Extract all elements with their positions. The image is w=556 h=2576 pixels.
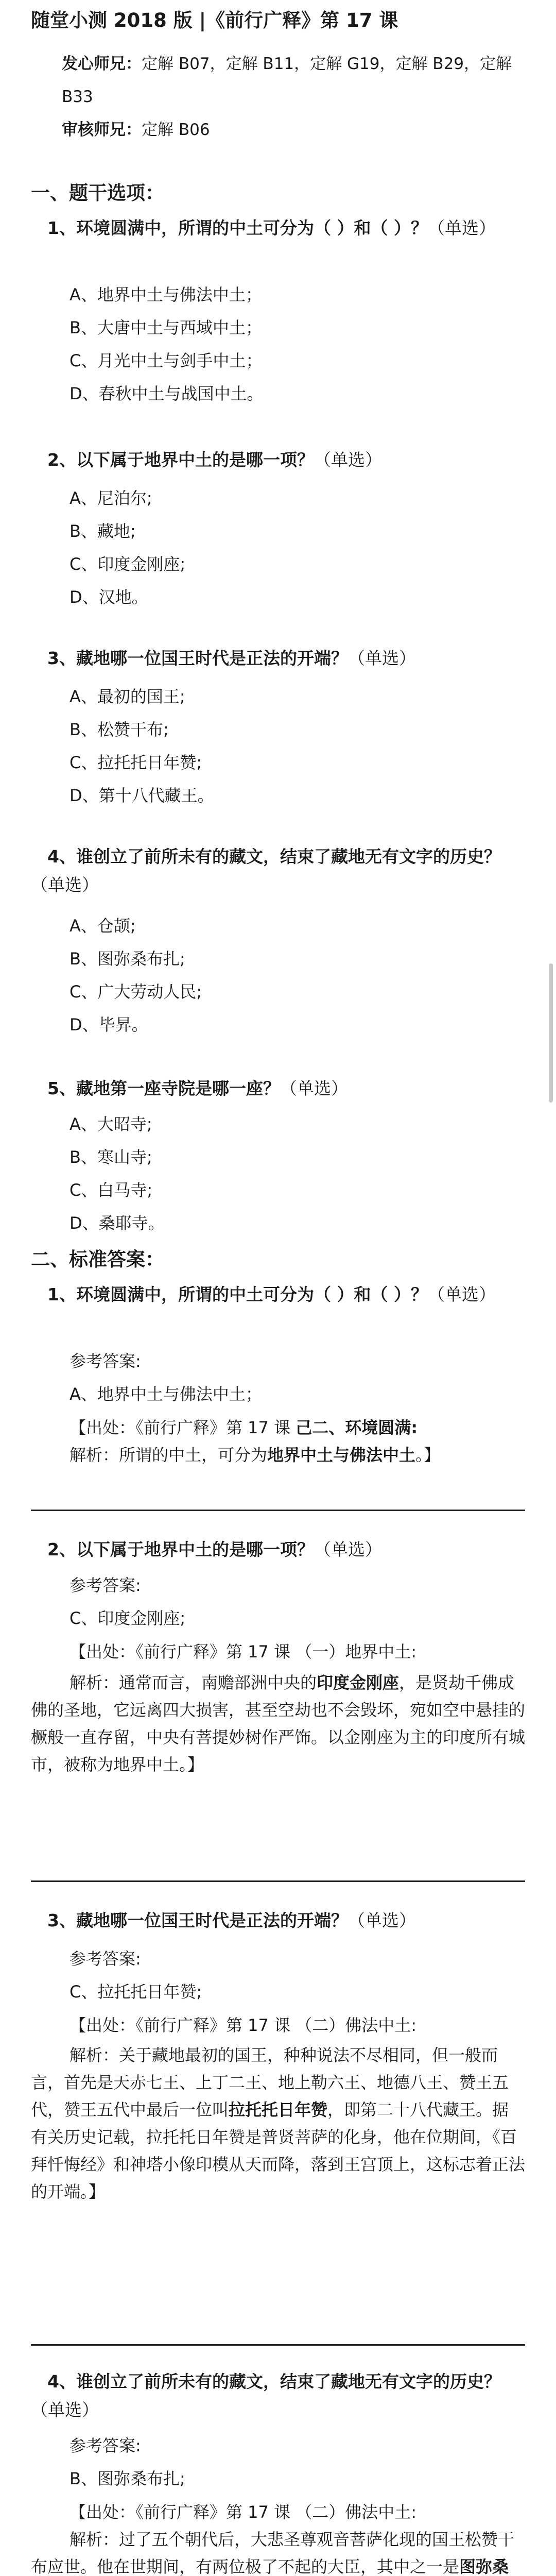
option-item[interactable]: A、仓颉; [70,916,136,936]
explanation-text: ，即第二十八代藏王。据有关历史记载，拉托托日年赞是普贤菩萨的化身，他在位期间，《百拜忏悔经》和神塔小像印模从天而降，落到王宫顶上，这标志着正法的开端。】 [31,2100,526,2201]
option-item[interactable]: D、毕昇。 [70,1015,148,1035]
answer-source: 【出处：《前行广释》第 17 课 （二）佛法中土: [70,2502,417,2522]
question-stem [31,214,525,242]
answer-source [31,1414,525,1442]
answer-block [31,2429,525,2495]
option-item[interactable]: A、最初的国王; [70,687,185,706]
stem-text: 2、以下属于地界中土的是哪一项？ [47,450,314,470]
question-type: （单选） [280,1078,348,1098]
explanation-text: ，是贤劫千佛成佛的圣地，它远离四大损害，甚至空劫也不会毁坏，宛如空中悬挂的橛般一直存留，中央有菩提妙树作严饰。以金刚座为主的印度所有城市，被称为地界中土。】 [31,1673,526,1774]
stem-text: 4、谁创立了前所未有的藏文，结束了藏地无有文字的历史？ [47,846,501,867]
source-section: 己二、环境圆满 [296,1418,411,1437]
answer-question-stem [31,2367,525,2424]
stem-text: 1、环境圆满中，所谓的中土可分为（ ）和（ ）？ [47,1284,428,1304]
answer-block [31,1345,525,1411]
explanation-text: 解析：过了五个朝代后，大悲圣尊观音菩萨化现的国王松赞干布应世。他在世期间，有两位极了不起的大臣，其中之一是 [31,2530,515,2576]
answer-explanation [31,2526,525,2576]
option-item[interactable]: C、拉托托日年赞; [70,753,202,772]
answer-explanation [31,2042,525,2206]
reference-answer-label: 参考答案: [70,2436,141,2455]
option-item[interactable]: B、图弥桑布扎; [70,949,185,969]
question-type: （单选） [348,648,416,668]
answer-question-stem [31,1280,525,1309]
section-heading-answers: 二、标准答案： [31,1248,164,1270]
question-type: （单选） [427,218,496,238]
option-item[interactable]: D、桑耶寺。 [70,1213,165,1233]
answer-block [31,1942,525,2008]
explanation-text: 解析：关于藏地最初的国王，种种说法不尽相同，但一般而言，首先是天赤七王、上丁二王、地上勒六王、地德八王、赞王五代，赞王五代中最后一位叫 [31,2045,509,2120]
source-suffix: : [411,1418,418,1437]
explanation-highlight: 拉托托日年赞 [229,2100,328,2120]
meta-block [31,47,525,146]
question-stem [31,446,525,474]
question-type: （单选） [348,1910,416,1930]
answer-explanation [31,1442,525,1469]
stem-text: 2、以下属于地界中土的是哪一项？ [47,1539,314,1560]
option-list [31,909,525,1041]
stem-text: 1、环境圆满中，所谓的中土可分为（ ）和（ ）？ [47,218,428,238]
graders-line [31,47,525,113]
option-item[interactable]: A、尼泊尔; [70,488,152,508]
reference-answer: C、拉托托日年赞; [70,1982,202,2002]
option-list [31,680,525,812]
option-item[interactable]: B、大唐中土与西域中土； [70,318,262,337]
section-heading-questions: 一、题干选项： [31,182,164,204]
question-type: （单选） [427,1284,496,1304]
reference-answer: C、印度金刚座; [70,1608,186,1628]
option-item[interactable]: C、印度金刚座; [70,554,186,574]
explanation-text: 解析：通常而言，南赡部洲中央的 [70,1673,317,1692]
reference-answer-label: 参考答案: [70,1949,141,1969]
explanation-highlight: 印度金刚座 [317,1673,399,1692]
question-type: （单选） [31,875,99,895]
answer-explanation [31,1669,525,1778]
reviewer-label: 审核师兄： [62,121,142,139]
option-item[interactable]: D、春秋中土与战国中土。 [70,384,264,403]
option-list [31,278,525,410]
answer-question-stem [31,1906,525,1935]
explanation-text: 解析：所谓的中土，可分为 [70,1445,268,1465]
divider [31,1510,525,1511]
option-list [31,482,525,614]
answer-question-stem [31,1535,525,1564]
graders-value: 定解 B07，定解 B11，定解 G19，定解 B29，定解 B33 [62,55,512,106]
answer-source: 【出处：《前行广释》第 17 课 （二）佛法中土: [70,2015,417,2035]
source-prefix: 【出处：《前行广释》第 17 课 [70,1418,296,1437]
divider [31,2344,525,2346]
stem-text: 3、藏地哪一位国王时代是正法的开端？ [47,648,348,668]
explanation-highlight: 地界中土与佛法中土 [267,1445,416,1465]
option-item[interactable]: B、寒山寺; [70,1147,152,1167]
question-stem [31,842,525,899]
question-stem [31,1074,525,1103]
page-title: 随堂小测 2018 版 |《前行广释》第 17 课 [31,9,398,31]
question-type: （单选） [31,2400,99,2420]
option-list [31,1108,525,1240]
graders-label: 发心师兄： [62,55,142,73]
option-item[interactable]: B、藏地; [70,521,136,541]
option-item[interactable]: C、月光中土与剑手中土； [70,351,263,370]
stem-text: 5、藏地第一座寺院是哪一座？ [47,1078,280,1098]
option-item[interactable]: B、松赞干布; [70,720,169,739]
reference-answer-label: 参考答案: [70,1575,141,1595]
divider [31,1880,525,1882]
answer-block [31,1569,525,1635]
reviewer-value: 定解 B06 [142,121,210,139]
question-type: （单选） [314,1539,382,1560]
reference-answer: B、图弥桑布扎; [70,2469,185,2488]
question-stem [31,644,525,672]
option-item[interactable]: A、大昭寺; [70,1114,152,1134]
stem-text: 3、藏地哪一位国王时代是正法的开端？ [47,1910,348,1930]
answer-source: 【出处：《前行广释》第 17 课 （一）地界中土: [70,1642,417,1662]
stem-text: 4、谁创立了前所未有的藏文，结束了藏地无有文字的历史？ [47,2371,501,2392]
scrollbar-thumb[interactable] [549,963,553,1103]
explanation-highlight: 图弥桑 [459,2557,509,2576]
option-item[interactable]: D、第十八代藏王。 [70,786,214,805]
reference-answer: A、地界中土与佛法中土； [70,1384,262,1404]
option-item[interactable]: C、广大劳动人民; [70,982,202,1002]
reference-answer-label: 参考答案: [70,1351,141,1371]
option-item[interactable]: C、白马寺; [70,1180,153,1200]
option-item[interactable]: A、地界中土与佛法中土； [70,285,262,304]
reviewer-line [31,113,525,146]
option-item[interactable]: D、汉地。 [70,587,148,607]
explanation-text: 。】 [415,1445,441,1465]
question-type: （单选） [314,450,382,470]
